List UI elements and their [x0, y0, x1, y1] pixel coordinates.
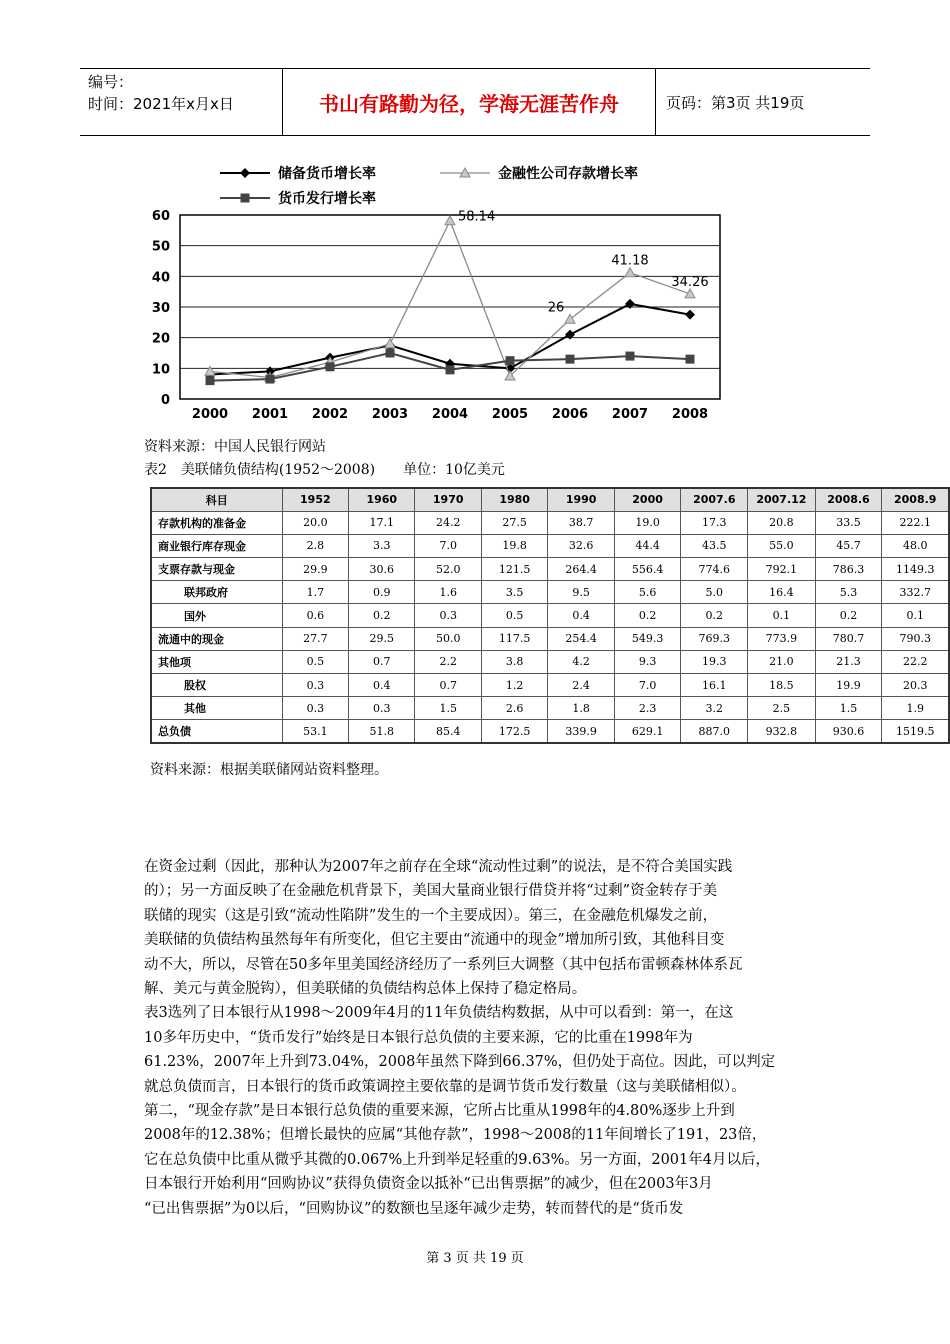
table-row-label: 总负债 [151, 720, 282, 743]
table-cell: 786.3 [815, 558, 882, 581]
table-header-cell: 1960 [349, 488, 415, 511]
table-cell: 20.0 [282, 511, 348, 534]
table-header-cell: 2007.6 [681, 488, 748, 511]
table-cell: 2.6 [481, 697, 547, 720]
table-cell: 0.4 [349, 674, 415, 697]
body-line: 它在总负债中比重从微乎其微的0.067%上升到举足轻重的9.63%。另一方面，2001年4月以后， [144, 1151, 770, 1168]
table-cell: 792.1 [748, 558, 815, 581]
table-cell: 1.2 [481, 674, 547, 697]
data-label: 34.26 [671, 274, 709, 290]
table-cell: 780.7 [815, 627, 882, 650]
table-header-cell: 1970 [415, 488, 481, 511]
table-cell: 3.5 [481, 581, 547, 604]
data-point [506, 356, 515, 365]
body-line: 就总负债而言，日本银行的货币政策调控主要依靠的是调节货币发行数量（这与美联储相似）。 [144, 1078, 746, 1095]
x-tick-label: 2006 [551, 407, 589, 422]
body-line: 2008年的12.38%；但增长最快的应属“其他存款”，1998～2008的11年间增长了191，23倍， [144, 1127, 767, 1144]
data-label: 26 [547, 300, 565, 316]
table-cell: 1.9 [882, 697, 949, 720]
table-cell: 1.5 [415, 697, 481, 720]
body-line: 表3选列了日本银行从1998～2009年4月的11年负债结构数据，从中可以看到：第一，在这 [144, 1005, 734, 1022]
document-date-label: 时间：2021年x月x日 [88, 95, 234, 113]
table-row-label: 国外 [151, 604, 282, 627]
table-row-label: 股权 [151, 674, 282, 697]
body-line: 61.23%，2007年上升到73.04%，2008年虽然下降到66.37%，但仍处于高位。因此，可以判定 [144, 1054, 776, 1071]
table-row [151, 604, 949, 627]
x-tick-label: 2008 [671, 407, 709, 422]
table-cell: 1.7 [282, 581, 348, 604]
table-cell: 0.7 [349, 650, 415, 673]
table-cell: 4.2 [548, 650, 614, 673]
table-cell: 773.9 [748, 627, 815, 650]
table-cell: 33.5 [815, 511, 882, 534]
table-row [151, 581, 949, 604]
table-cell: 20.8 [748, 511, 815, 534]
table-cell: 0.1 [882, 604, 949, 627]
table-cell: 3.8 [481, 650, 547, 673]
table-header-cell: 2007.12 [748, 488, 815, 511]
table-cell: 3.3 [349, 534, 415, 557]
table-row-label: 联邦政府 [151, 581, 282, 604]
growth-rate-line-chart [140, 155, 740, 430]
y-tick-label: 10 [151, 362, 170, 378]
table-cell: 7.0 [415, 534, 481, 557]
x-tick-label: 2002 [311, 407, 349, 422]
x-tick-label: 2007 [611, 407, 649, 422]
table-cell: 0.3 [282, 674, 348, 697]
table-row [151, 558, 949, 581]
data-point [326, 362, 335, 371]
table-cell: 5.3 [815, 581, 882, 604]
table-header-cell: 科目 [151, 488, 282, 511]
table-cell: 887.0 [681, 720, 748, 743]
table-cell: 20.3 [882, 674, 949, 697]
page-footer: 第 3 页 共 19 页 [426, 1251, 524, 1266]
page-info-text: 页码：第3页 共19页 [666, 93, 805, 112]
table-cell: 2.5 [748, 697, 815, 720]
table-cell: 0.4 [548, 604, 614, 627]
table-cell: 0.3 [349, 697, 415, 720]
body-line: 解、美元与黄金脱钩），但美联储的负债结构总体上保持了稳定格局。 [144, 981, 587, 998]
legend-label: 货币发行增长率 [278, 191, 376, 207]
table-row-label: 商业银行库存现金 [151, 534, 282, 557]
table-cell: 1.8 [548, 697, 614, 720]
table-cell: 53.1 [282, 720, 348, 743]
table-cell: 774.6 [681, 558, 748, 581]
table-cell: 2.3 [614, 697, 680, 720]
table-cell: 932.8 [748, 720, 815, 743]
table-cell: 27.7 [282, 627, 348, 650]
table-cell: 332.7 [882, 581, 949, 604]
data-point [386, 349, 395, 358]
table-cell: 48.0 [882, 534, 949, 557]
data-point [446, 365, 455, 374]
table-cell: 21.0 [748, 650, 815, 673]
body-line: 动不大，所以，尽管在50多年里美国经济经历了一系列巨大调整（其中包括布雷顿森林体系瓦 [144, 956, 743, 973]
table-header-cell: 1990 [548, 488, 614, 511]
table-cell: 22.2 [882, 650, 949, 673]
header-left-cell [80, 69, 283, 135]
data-point [206, 376, 215, 385]
y-tick-label: 0 [160, 393, 170, 408]
table-cell: 264.4 [548, 558, 614, 581]
table-cell: 0.5 [282, 650, 348, 673]
table-cell: 2.2 [415, 650, 481, 673]
table-cell: 172.5 [481, 720, 547, 743]
table-cell: 16.4 [748, 581, 815, 604]
table-cell: 17.3 [681, 511, 748, 534]
table-cell: 85.4 [415, 720, 481, 743]
table-cell: 0.2 [614, 604, 680, 627]
table-cell: 0.2 [681, 604, 748, 627]
table-cell: 19.9 [815, 674, 882, 697]
table-row [151, 627, 949, 650]
data-point [686, 355, 695, 364]
data-point [566, 355, 575, 364]
x-tick-label: 2003 [371, 407, 409, 422]
table-cell: 52.0 [415, 558, 481, 581]
table-cell: 254.4 [548, 627, 614, 650]
table-cell: 0.2 [349, 604, 415, 627]
table-cell: 7.0 [614, 674, 680, 697]
table-cell: 18.5 [748, 674, 815, 697]
table-cell: 0.3 [282, 697, 348, 720]
data-point [266, 375, 275, 384]
table-row [151, 697, 949, 720]
table-cell: 1519.5 [882, 720, 949, 743]
header-page-info [656, 69, 870, 135]
table-header-cell: 2008.6 [815, 488, 882, 511]
y-tick-label: 20 [151, 331, 170, 347]
data-point [626, 352, 635, 361]
table-cell: 21.3 [815, 650, 882, 673]
table-clip [150, 487, 950, 749]
page-header [80, 68, 870, 136]
table-cell: 339.9 [548, 720, 614, 743]
table-cell: 930.6 [815, 720, 882, 743]
table-row-label: 支票存款与现金 [151, 558, 282, 581]
table-cell: 55.0 [748, 534, 815, 557]
table-cell: 790.3 [882, 627, 949, 650]
table-header-cell: 1952 [282, 488, 348, 511]
table-row [151, 534, 949, 557]
table-row-label: 流通中的现金 [151, 627, 282, 650]
data-label: 58.14 [458, 209, 496, 225]
body-line: 联储的现实（这是引致“流动性陷阱”发生的一个主要成因）。第三，在金融危机爆发之前， [144, 907, 718, 924]
table-row [151, 674, 949, 697]
table-row-label: 存款机构的准备金 [151, 511, 282, 534]
body-line: 美联储的负债结构虽然每年有所变化，但它主要由“流通中的现金”增加所引致，其他科目变 [144, 932, 725, 949]
table-cell: 0.5 [481, 604, 547, 627]
y-tick-label: 50 [151, 239, 170, 255]
table-row-label: 其他项 [151, 650, 282, 673]
table-body [151, 511, 949, 743]
document-number-label: 编号： [88, 73, 134, 91]
table-cell: 19.3 [681, 650, 748, 673]
table-cell: 29.5 [349, 627, 415, 650]
chart-source-caption: 资料来源：中国人民银行网站 [144, 439, 326, 455]
table-cell: 19.0 [614, 511, 680, 534]
table-cell: 16.1 [681, 674, 748, 697]
table-cell: 0.1 [748, 604, 815, 627]
table-title: 表2 美联储负债结构(1952～2008) 单位：10亿美元 [144, 462, 505, 478]
body-line: “已出售票据”为0以后，“回购协议”的数额也呈逐年减少走势，转而替代的是“货币发 [144, 1200, 684, 1217]
table-cell: 32.6 [548, 534, 614, 557]
fed-liabilities-table [150, 487, 950, 744]
legend-marker [240, 168, 250, 178]
table-cell: 44.4 [614, 534, 680, 557]
table-cell: 0.3 [415, 604, 481, 627]
table-cell: 222.1 [882, 511, 949, 534]
table-row [151, 720, 949, 743]
table-row [151, 650, 949, 673]
table-source-caption: 资料来源：根据美联储网站资料整理。 [150, 762, 388, 778]
data-label: 41.18 [611, 253, 649, 269]
table-header-cell: 1980 [481, 488, 547, 511]
legend-marker [241, 194, 250, 203]
body-line: 10多年历史中，“货币发行”始终是日本银行总负债的主要来源，它的比重在1998年为 [144, 1029, 693, 1046]
legend-label: 金融性公司存款增长率 [498, 166, 638, 182]
table-cell: 38.7 [548, 511, 614, 534]
table-cell: 0.7 [415, 674, 481, 697]
table-cell: 50.0 [415, 627, 481, 650]
x-tick-label: 2005 [491, 407, 529, 422]
table-cell: 121.5 [481, 558, 547, 581]
y-tick-label: 60 [151, 209, 170, 224]
table-header-cell: 2000 [614, 488, 680, 511]
table-header-cell: 2008.9 [882, 488, 949, 511]
table-cell: 9.5 [548, 581, 614, 604]
table-row [151, 511, 949, 534]
y-tick-label: 40 [151, 270, 170, 286]
table-cell: 43.5 [681, 534, 748, 557]
table-cell: 769.3 [681, 627, 748, 650]
table-cell: 30.6 [349, 558, 415, 581]
x-tick-label: 2004 [431, 407, 469, 422]
header-motto: 书山有路勤为径，学海无涯苦作舟 [283, 69, 656, 135]
table-cell: 2.4 [548, 674, 614, 697]
table-cell: 3.2 [681, 697, 748, 720]
table-cell: 0.9 [349, 581, 415, 604]
table-cell: 24.2 [415, 511, 481, 534]
table-cell: 556.4 [614, 558, 680, 581]
legend-label: 储备货币增长率 [278, 166, 376, 182]
table-cell: 0.6 [282, 604, 348, 627]
body-line: 在资金过剩（因此，那种认为2007年之前存在全球“流动性过剩”的说法，是不符合美国实践 [144, 859, 733, 875]
table-cell: 17.1 [349, 511, 415, 534]
table-cell: 629.1 [614, 720, 680, 743]
table-cell: 2.8 [282, 534, 348, 557]
y-tick-label: 30 [151, 301, 170, 316]
body-paragraphs [144, 855, 824, 1221]
table-cell: 45.7 [815, 534, 882, 557]
table-row-label: 其他 [151, 697, 282, 720]
table-cell: 117.5 [481, 627, 547, 650]
x-tick-label: 2000 [191, 407, 229, 422]
table-header-row [151, 488, 949, 511]
table-cell: 27.5 [481, 511, 547, 534]
table-cell: 5.6 [614, 581, 680, 604]
x-tick-label: 2001 [251, 407, 289, 422]
table-cell: 1.6 [415, 581, 481, 604]
table-cell: 51.8 [349, 720, 415, 743]
table-cell: 1149.3 [882, 558, 949, 581]
table-cell: 9.3 [614, 650, 680, 673]
table-cell: 1.5 [815, 697, 882, 720]
table-cell: 549.3 [614, 627, 680, 650]
table-cell: 29.9 [282, 558, 348, 581]
body-line: 第二，“现金存款”是日本银行总负债的重要来源，它所占比重从1998年的4.80%逐步上升到 [144, 1103, 735, 1120]
table-cell: 0.2 [815, 604, 882, 627]
table-cell: 19.8 [481, 534, 547, 557]
table-cell: 5.0 [681, 581, 748, 604]
body-line: 日本银行开始利用“回购协议”获得负债资金以抵补“已出售票据”的减少，但在2003年3月 [144, 1176, 713, 1193]
body-line: 的）；另一方面反映了在金融危机背景下，美国大量商业银行借贷并将“过剩”资金转存于美 [144, 883, 718, 900]
